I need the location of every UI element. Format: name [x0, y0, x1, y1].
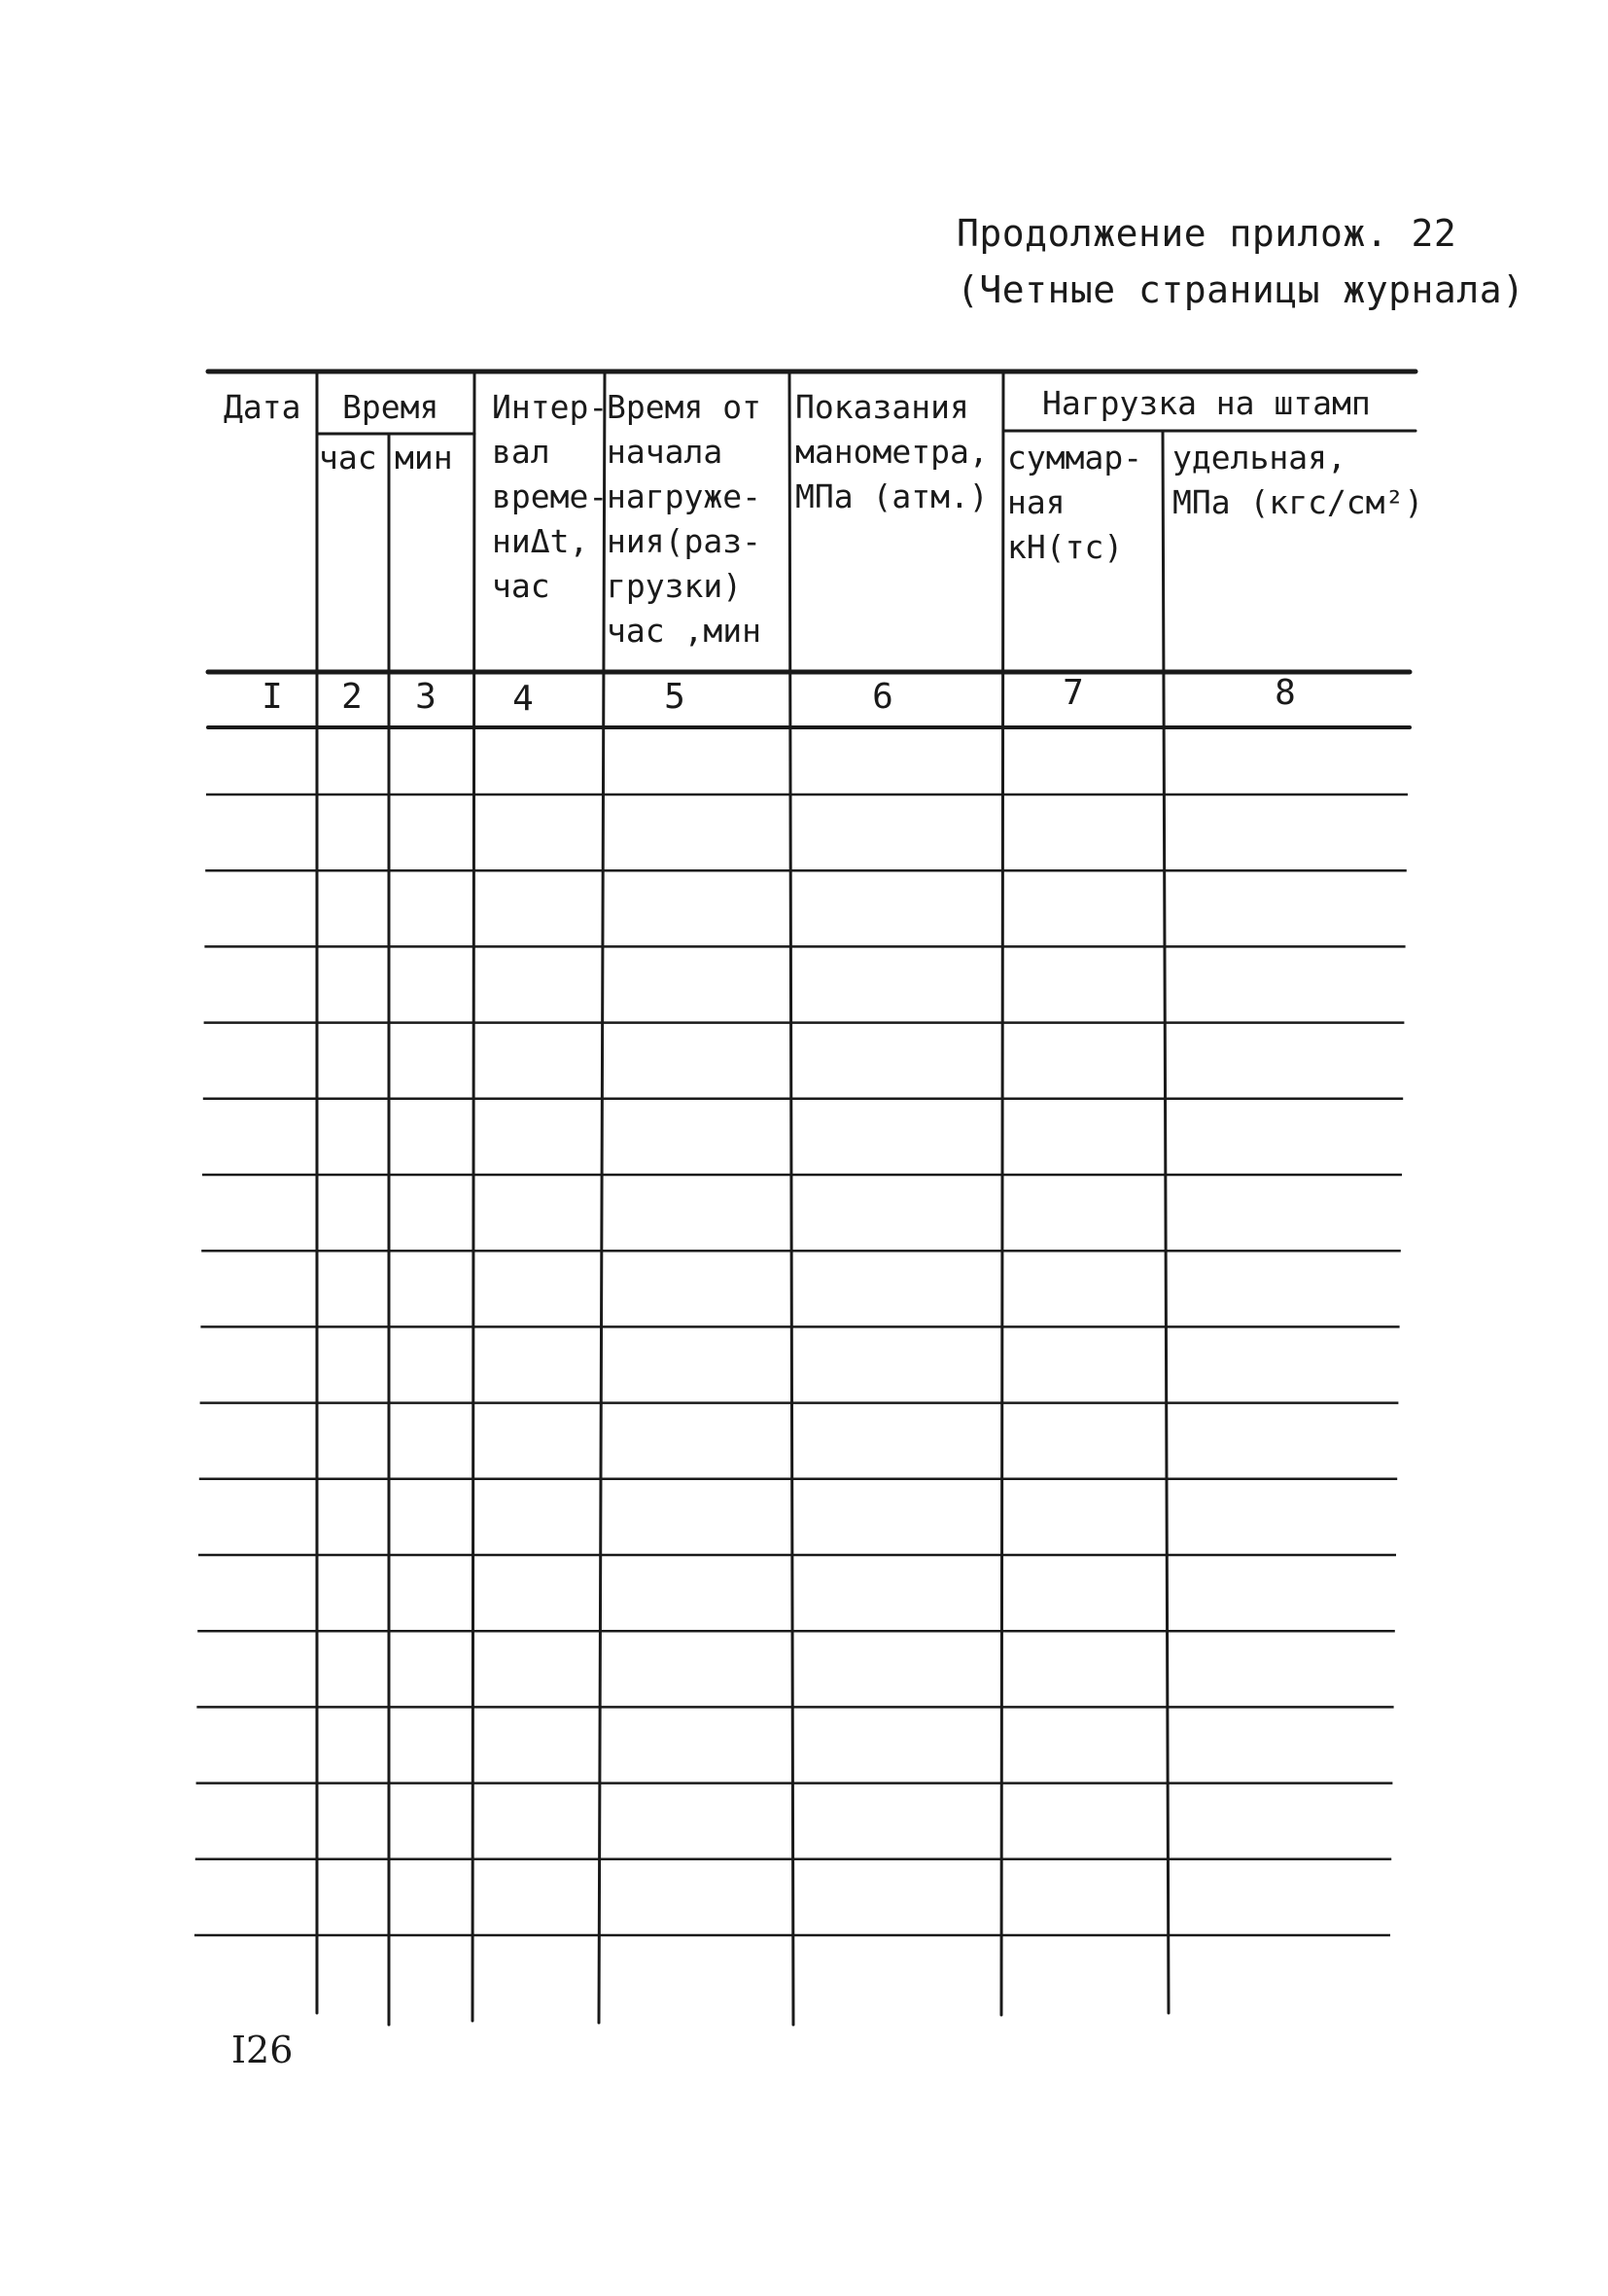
column-number-4: 4 — [512, 679, 534, 719]
column-number-8: 8 — [1275, 673, 1296, 713]
header-time: Время — [342, 388, 439, 426]
column-number-2: 2 — [341, 677, 363, 717]
header-stamp-load: Нагрузка на штамп — [1042, 384, 1371, 422]
header-date: Дата — [224, 388, 301, 426]
col-sep-7 — [1163, 431, 1169, 2013]
column-number-6: 6 — [872, 677, 893, 717]
header-gauge-reading: Показания манометра, МПа (атм.) — [795, 388, 989, 515]
col-sep-4 — [599, 371, 605, 2023]
continuation-heading: Продолжение прилож. 22 — [957, 212, 1457, 255]
empty-row-lines — [194, 795, 1408, 1935]
col-sep-6 — [1001, 371, 1003, 2015]
header-total-load: суммар- ная кН(тс) — [1007, 439, 1143, 566]
column-number-5: 5 — [664, 677, 685, 717]
page-number: I26 — [231, 2029, 294, 2071]
header-specific-load: удельная, МПа (кгс/см²) — [1172, 439, 1424, 521]
header-hour: час — [319, 439, 377, 477]
column-number-7: 7 — [1063, 673, 1084, 713]
col-sep-5 — [789, 371, 793, 2025]
header-time-since-start: Время от начала нагруже- ния(раз- грузки) час ,мин — [607, 388, 761, 650]
column-number-1: I — [262, 677, 283, 717]
col-sep-3 — [472, 371, 474, 2021]
column-number-3: 3 — [415, 677, 437, 717]
journal-pages-subheading: (Четные страницы журнала) — [957, 268, 1525, 311]
header-minute: мин — [395, 439, 453, 477]
header-interval: Интер- вал време- ниΔt, час — [492, 388, 609, 605]
